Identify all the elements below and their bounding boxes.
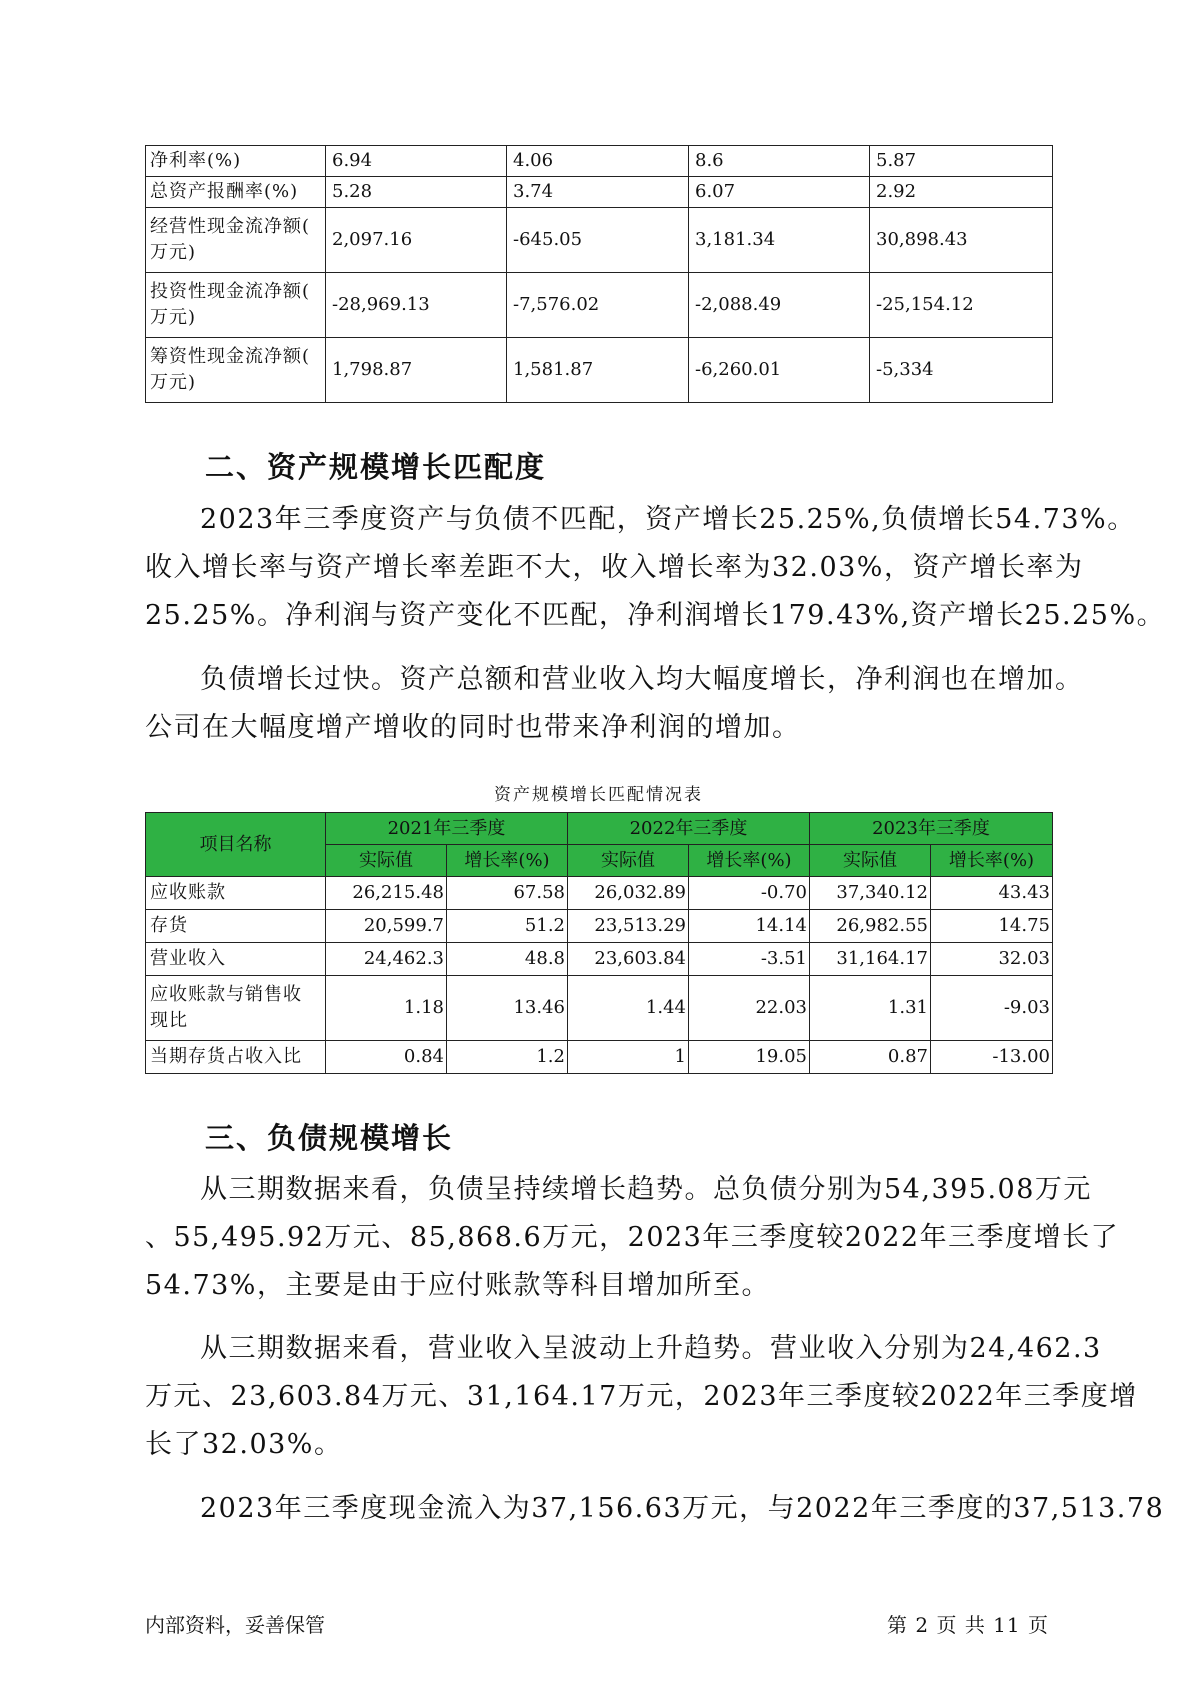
row-label: 存货: [146, 910, 326, 943]
cell-value: 43.43: [931, 877, 1053, 910]
cell-value: 30,898.43: [870, 208, 1053, 273]
paragraph-line: 2023年三季度现金流入为37,156.63万元，与2022年三季度的37,513.78: [200, 1493, 1165, 1524]
cell-value: 0.87: [810, 1041, 931, 1074]
cell-value: 5.87: [870, 146, 1053, 177]
cell-value: 1.2: [447, 1041, 568, 1074]
cell-value: 67.58: [447, 877, 568, 910]
paragraph-line: 54.73%，主要是由于应付账款等科目增加所至。: [145, 1270, 770, 1301]
cell-value: -25,154.12: [870, 273, 1053, 338]
cell-value: -3.51: [689, 943, 810, 976]
cell-value: -6,260.01: [689, 338, 870, 403]
row-label: 净利率(%): [146, 146, 326, 177]
column-header: 实际值: [568, 845, 689, 877]
paragraph: [145, 1485, 1165, 1533]
cell-value: 0.84: [326, 1041, 447, 1074]
cell-value: 31,164.17: [810, 943, 931, 976]
asset-growth-match-table: [145, 812, 1053, 1074]
cell-value: 26,215.48: [326, 877, 447, 910]
column-header: 实际值: [810, 845, 931, 877]
table-row: [146, 877, 1053, 910]
cell-value: 14.75: [931, 910, 1053, 943]
paragraph-line: 、55,495.92万元、85,868.6万元，2023年三季度较2022年三季度增长了: [145, 1222, 1120, 1253]
cell-value: 23,513.29: [568, 910, 689, 943]
column-header: 增长率(%): [931, 845, 1053, 877]
cell-value: 1.31: [810, 976, 931, 1041]
cell-value: 13.46: [447, 976, 568, 1041]
row-label-line: 经营性现金流净额(: [150, 216, 311, 237]
cell-value: 14.14: [689, 910, 810, 943]
cell-value: 37,340.12: [810, 877, 931, 910]
cell-value: 2,097.16: [326, 208, 507, 273]
cell-value: 1: [568, 1041, 689, 1074]
cell-value: 4.06: [507, 146, 689, 177]
footer-confidential-note: 内部资料，妥善保管: [145, 1613, 325, 1637]
cell-value: -2,088.49: [689, 273, 870, 338]
table-row: [146, 208, 1053, 273]
cell-value: 1,798.87: [326, 338, 507, 403]
cell-value: 26,032.89: [568, 877, 689, 910]
table-caption: 资产规模增长匹配情况表: [494, 785, 703, 805]
cell-value: 19.05: [689, 1041, 810, 1074]
row-label: [146, 273, 326, 338]
row-label: 当期存货占收入比: [146, 1041, 326, 1074]
cell-value: 2.92: [870, 177, 1053, 208]
cell-value: 20,599.7: [326, 910, 447, 943]
paragraph-line: 25.25%。净利润与资产变化不匹配，净利润增长179.43%,资产增长25.25%。: [145, 600, 1166, 631]
table-row: [146, 273, 1053, 338]
paragraph-line: 从三期数据来看，营业收入呈波动上升趋势。营业收入分别为24,462.3: [200, 1333, 1102, 1364]
row-label: [146, 338, 326, 403]
cell-value: 24,462.3: [326, 943, 447, 976]
paragraph-line: 2023年三季度资产与负债不匹配，资产增长25.25%,负债增长54.73%。: [200, 504, 1136, 535]
cell-value: 8.6: [689, 146, 870, 177]
cell-value: 32.03: [931, 943, 1053, 976]
table-row: [146, 943, 1053, 976]
row-label-line: 现比: [150, 1010, 188, 1031]
table-header-row: [146, 813, 1053, 845]
cell-value: 1.18: [326, 976, 447, 1041]
cell-value: -645.05: [507, 208, 689, 273]
column-header: 项目名称: [146, 813, 326, 877]
cell-value: 51.2: [447, 910, 568, 943]
cell-value: 1,581.87: [507, 338, 689, 403]
column-header: 增长率(%): [689, 845, 810, 877]
row-label: [146, 208, 326, 273]
column-header: 实际值: [326, 845, 447, 877]
row-label-line: 筹资性现金流净额(: [150, 346, 311, 367]
row-label-line: 万元): [150, 307, 197, 328]
paragraph: [145, 656, 1084, 752]
footer-page-number: 第 2 页 共 11 页: [887, 1613, 1049, 1637]
row-label-line: 万元): [150, 242, 197, 263]
table-row: [146, 910, 1053, 943]
paragraph: [145, 496, 1166, 640]
paragraph: [145, 1166, 1120, 1310]
section-heading: 二、资产规模增长匹配度: [205, 450, 547, 484]
table-row: [146, 338, 1053, 403]
paragraph: [145, 1325, 1138, 1469]
cell-value: 26,982.55: [810, 910, 931, 943]
row-label-line: 投资性现金流净额(: [150, 281, 311, 302]
cell-value: -0.70: [689, 877, 810, 910]
paragraph-line: 公司在大幅度增产增收的同时也带来净利润的增加。: [145, 712, 801, 743]
table-row: [146, 177, 1053, 208]
column-header: 2023年三季度: [810, 813, 1053, 845]
section-heading: 三、负债规模增长: [205, 1121, 454, 1155]
column-header: 2022年三季度: [568, 813, 810, 845]
financial-ratio-table: [145, 145, 1053, 403]
row-label: 应收账款: [146, 877, 326, 910]
cell-value: -7,576.02: [507, 273, 689, 338]
row-label-line: 万元): [150, 372, 197, 393]
row-label: 总资产报酬率(%): [146, 177, 326, 208]
cell-value: -28,969.13: [326, 273, 507, 338]
cell-value: 6.07: [689, 177, 870, 208]
cell-value: 6.94: [326, 146, 507, 177]
table-row: [146, 1041, 1053, 1074]
column-header: 2021年三季度: [326, 813, 568, 845]
cell-value: -5,334: [870, 338, 1053, 403]
cell-value: 3,181.34: [689, 208, 870, 273]
paragraph-line: 负债增长过快。资产总额和营业收入均大幅度增长，净利润也在增加。: [200, 664, 1084, 695]
cell-value: 22.03: [689, 976, 810, 1041]
cell-value: -9.03: [931, 976, 1053, 1041]
cell-value: -13.00: [931, 1041, 1053, 1074]
cell-value: 48.8: [447, 943, 568, 976]
row-label-line: 应收账款与销售收: [150, 984, 302, 1005]
column-header: 增长率(%): [447, 845, 568, 877]
table-row: [146, 976, 1053, 1041]
row-label: [146, 976, 326, 1041]
cell-value: 3.74: [507, 177, 689, 208]
paragraph-line: 万元、23,603.84万元、31,164.17万元，2023年三季度较2022年三季度增: [145, 1381, 1138, 1412]
cell-value: 5.28: [326, 177, 507, 208]
cell-value: 1.44: [568, 976, 689, 1041]
row-label: 营业收入: [146, 943, 326, 976]
paragraph-line: 长了32.03%。: [145, 1429, 343, 1460]
paragraph-line: 从三期数据来看，负债呈持续增长趋势。总负债分别为54,395.08万元: [200, 1174, 1092, 1205]
table-row: [146, 146, 1053, 177]
paragraph-line: 收入增长率与资产增长率差距不大，收入增长率为32.03%，资产增长率为: [145, 552, 1084, 583]
cell-value: 23,603.84: [568, 943, 689, 976]
